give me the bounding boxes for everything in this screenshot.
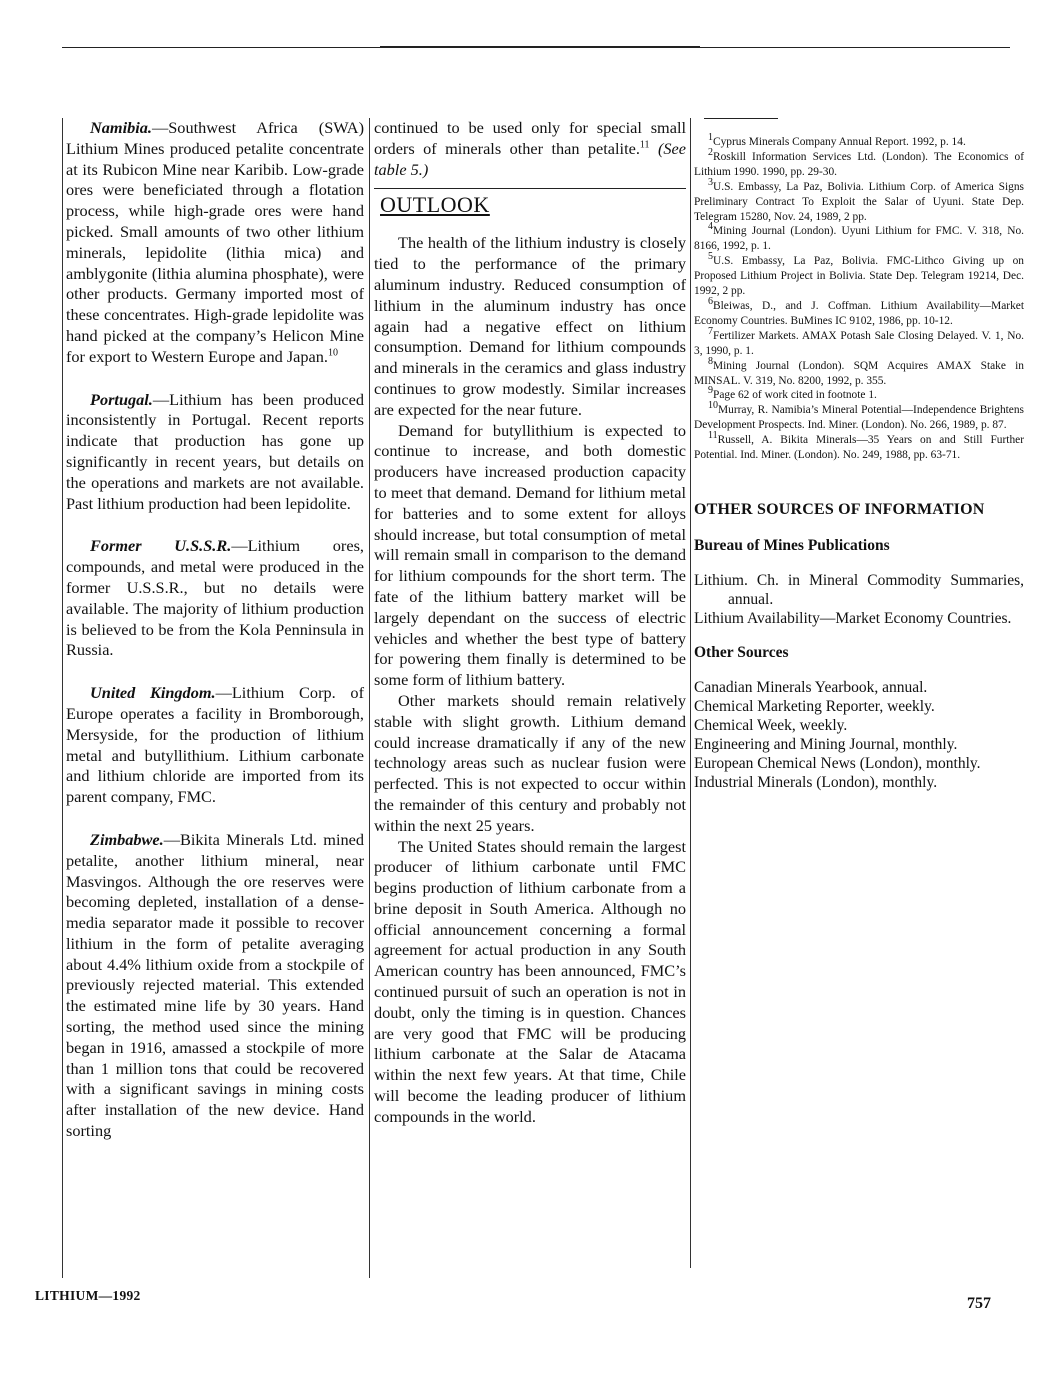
bom-publications-heading: Bureau of Mines Publications	[694, 536, 890, 554]
footnote-text: U.S. Embassy, La Paz, Bolivia. FMC-Lithco Giving up on Proposed Lithium Project in Bolivia. State Dep. Telegram 19214, Dec. 1992, 2 pp.	[694, 255, 1024, 298]
column-rule-left	[62, 118, 63, 1278]
footnote-num: 6	[708, 296, 713, 308]
footnote-11	[694, 430, 1024, 463]
zimbabwe-paragraph	[66, 830, 364, 1142]
footnote-9	[694, 385, 1024, 403]
page-number: 757	[967, 1295, 991, 1312]
top-rule-accent	[380, 46, 700, 48]
footnote-text: Cyprus Minerals Company Annual Report. 1992, p. 14.	[713, 136, 966, 148]
footnote-num: 7	[708, 325, 713, 337]
footnote-1	[694, 132, 1024, 150]
other-sources-list	[694, 678, 1024, 792]
outlook-rule	[374, 188, 686, 189]
source-item: Engineering and Mining Journal, monthly.	[694, 735, 958, 753]
continued-paragraph	[374, 118, 686, 180]
zimbabwe-lead: Zimbabwe.	[90, 829, 164, 849]
footnote-num: 11	[708, 430, 718, 442]
footnote-text: Bleiwas, D., and J. Coffman. Lithium Availability—Market Economy Countries. BuMines IC 9102, 1986, pp. 10-12.	[694, 299, 1024, 327]
source-item: European Chemical News (London), monthly.	[694, 754, 981, 772]
namibia-text: —Southwest Africa (SWA) Lithium Mines produced petalite concentrate at its Rubicon Mine near Karibib. Low-grade ores were beneficiated through a flotation process, while high-grade ores were hand picked. Small amounts of two other lithium minerals, lepidolite (lithia mica) and amblygonite (lithia alumina phosphate), were other products. Germany imported most of these concentrates. High-grade lepidolite was hand picked at the company’s Helicon Mine for export to Western Europe and Japan.	[66, 118, 364, 366]
outlook-paragraph-2: Demand for butyllithium is expected to continue to increase, and both domestic producers have increased production capacity to meet that demand. Demand for lithium metal for batteries and to some extent for alloys should increase, but total consumption of metal will remain small in comparison to the demand for lithium compounds for the short term. The fate of the lithium battery market will be largely dependant on the success of electric vehicles and whether the best type of battery for powering them finally is determined to be some form of lithium battery.	[374, 420, 686, 690]
namibia-paragraph	[66, 118, 364, 368]
footnote-10	[694, 400, 1024, 433]
footnote-num: 2	[708, 147, 713, 159]
footnote-num: 8	[708, 355, 713, 367]
footnote-text: Murray, R. Namibia’s Mineral Potential—Independence Brightens Development Prospects. Ind. Miner. (London). No. 266, 1989, p. 87.	[694, 404, 1024, 432]
footnote-4	[694, 221, 1024, 254]
see-table-ref: (See table 5.)	[374, 138, 686, 179]
source-item: Industrial Minerals (London), monthly.	[694, 773, 938, 791]
bom-item: Lithium. Ch. in Mineral Commodity Summaries, annual.	[694, 571, 1024, 608]
column-rule-middle	[369, 118, 370, 1278]
footnote-ref-11: 11	[639, 139, 650, 151]
footnote-3	[694, 176, 1024, 225]
running-footer: LITHIUM—1992	[35, 1288, 141, 1303]
footnote-5	[694, 251, 1024, 299]
footnote-text: Roskill Information Services Ltd. (London). The Economics of Lithium 1990. 1990, pp. 29-30.	[694, 150, 1024, 178]
source-item: Chemical Marketing Reporter, weekly.	[694, 697, 935, 715]
footnote-num: 10	[708, 400, 718, 412]
uk-text: —Lithium Corp. of Europe operates a facility in Bromborough, Mersyside, for the production of lithium metal and butyllithium. Lithium carbonate and lithium chloride are imported from its parent company, FMC.	[66, 683, 364, 807]
column-3	[694, 118, 1024, 792]
bom-item: Lithium Availability—Market Economy Countries.	[694, 609, 1012, 627]
footnote-rule	[704, 118, 778, 119]
footnote-text: Fertilizer Markets. AMAX Potash Sale Closing Delayed. V. 1, No. 3, 1990, p. 1.	[694, 329, 1024, 357]
ussr-lead: Former U.S.S.R.	[90, 536, 232, 556]
footnote-text: Mining Journal (London). SQM Acquires AMAX Stake in MINSAL. V. 319, No. 8200, 1992, p. 355.	[694, 359, 1024, 387]
outlook-paragraph-3: Other markets should remain relatively stable with slight growth. Lithium demand could increase dramatically if any of the new technology areas such as nuclear fusion were perfected. This is not expected to occur within the remainder of this century and probably not within the next 25 years.	[374, 690, 686, 835]
column-2	[374, 118, 686, 1128]
footnote-num: 9	[708, 385, 713, 397]
footnote-text: Russell, A. Bikita Minerals—35 Years on and Still Further Potential. Ind. Miner. (London). No. 249, 1988, pp. 63-71.	[694, 434, 1024, 462]
uk-lead: United Kingdom.	[90, 683, 216, 703]
footnote-2	[694, 147, 1024, 180]
other-sources-subheading: Other Sources	[694, 643, 789, 661]
footnote-6	[694, 296, 1024, 329]
namibia-lead: Namibia.	[90, 118, 152, 137]
uk-paragraph	[66, 683, 364, 808]
ussr-text: —Lithium ores, compounds, and metal were produced in the former U.S.S.R., but no details were available. The majority of lithium production is believed to be from the Kola Penninsula in Russia.	[66, 536, 364, 660]
footnote-num: 5	[708, 251, 713, 263]
footnote-text: U.S. Embassy, La Paz, Bolivia. Lithium Corp. of America Signs Preliminary Contract To Exploit the Salar of Uyuni. State Dep. Telegram 15280, Nov. 24, 1989, 2 pp.	[694, 180, 1024, 223]
footnote-8	[694, 355, 1024, 389]
footnote-text: Mining Journal (London). Uyuni Lithium for FMC. V. 318, No. 8166, 1992, p. 1.	[694, 225, 1024, 253]
ussr-paragraph	[66, 536, 364, 661]
column-rule-right	[690, 118, 691, 1268]
footnote-ref-10: 10	[327, 347, 338, 359]
footnote-7	[694, 325, 1024, 359]
outlook-paragraph-4: The United States should remain the largest producer of lithium carbonate until FMC begins production of lithium carbonate from a brine deposit in South America. Although no official announcement concerning a formal agreement for actual production in any South American country has been announced, FMC’s continued pursuit of such an operation is not in doubt, only the timing is in question. Chances are very good that FMC will be producing lithium carbonate at the Salar de Atacama within the next few years. At that time, Chile will become the leading producer of lithium compounds in the world.	[374, 836, 686, 1126]
footnote-num: 3	[708, 176, 713, 188]
portugal-lead: Portugal.	[90, 389, 153, 409]
outlook-paragraph-1: The health of the lithium industry is closely tied to the performance of the primary aluminum industry. Reduced consumption of lithium in the aluminum industry has once again had a negative effect on lithium consumption. Demand for lithium compounds and minerals in the ceramics and glass industry continues to grow modestly. Similar increases are expected for the near future.	[374, 233, 686, 419]
zimbabwe-text: —Bikita Minerals Ltd. mined petalite, another lithium mineral, near Masvingos. Although the ore reserves were becoming depleted, installation of a dense-media separator made it possible to recover lithium in the form of petalite averaging about 4.4% lithium oxide from a stockpile of previously rejected material. This extended the estimated mine life by 30 years. Hand sorting, the method used since the mining began in 1916, amassed a stockpile of more than 1 million tons that could be recovered with a significant savings in mining costs after installation of the new device. Hand sorting	[66, 829, 364, 1141]
footnote-num: 1	[708, 132, 713, 144]
continued-text: continued to be used only for special small orders of minerals other than petalite.	[374, 118, 686, 158]
portugal-text: —Lithium has been produced inconsistently in Portugal. Recent reports indicate that production has gone up significantly in recent years, but details on the operations and markets are not available. Past lithium production had been lepidolite.	[66, 389, 364, 513]
source-item: Chemical Week, weekly.	[694, 716, 848, 734]
portugal-paragraph	[66, 390, 364, 515]
other-sources-heading: OTHER SOURCES OF INFORMATION	[694, 500, 985, 518]
source-item: Canadian Minerals Yearbook, annual.	[694, 678, 928, 696]
column-1	[66, 118, 364, 1142]
footnote-num: 4	[708, 221, 713, 233]
footnote-text: Page 62 of work cited in footnote 1.	[713, 389, 877, 402]
outlook-heading: OUTLOOK	[380, 192, 490, 218]
